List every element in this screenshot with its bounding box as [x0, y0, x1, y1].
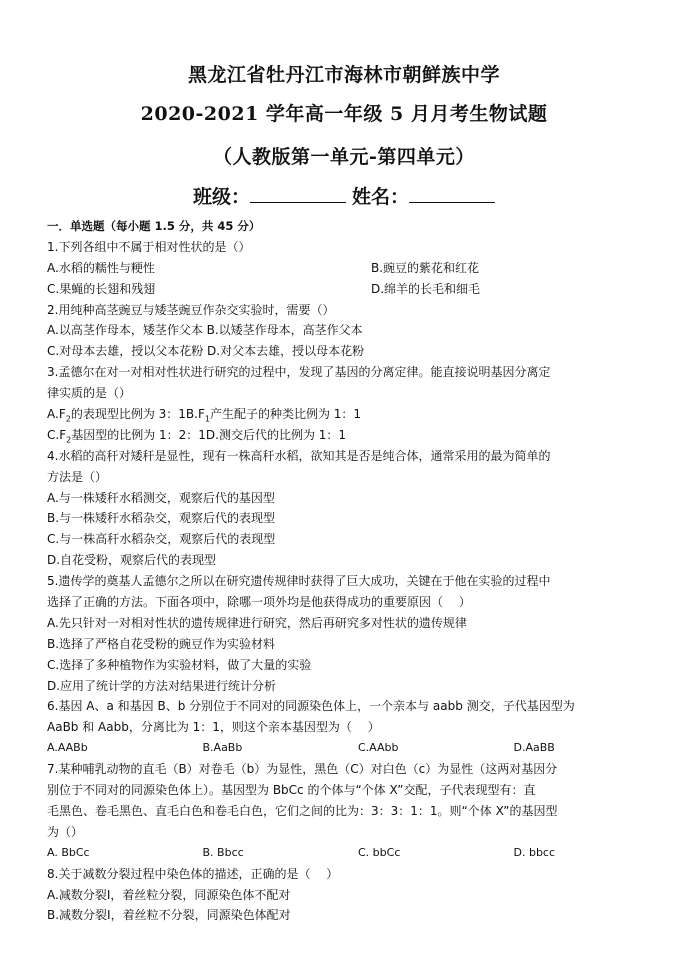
option-d: D.应用了统计学的方法对结果进行统计分析: [47, 678, 277, 693]
name-label: 姓名：: [352, 186, 410, 208]
option-d: D.绵羊的长毛和细毛: [371, 281, 481, 296]
option-row: [47, 279, 669, 300]
question-stem-cont: 律实质的是（）: [47, 386, 132, 401]
option-c: C.与一株高秆水稻杂交，观察后代的表现型: [47, 532, 276, 547]
question-stem: 7.某种哺乳动物的直毛（B）对卷毛（b）为显性，黑色（C）对白色（c）为显性（这两对基因分: [47, 762, 558, 777]
option-b: B. Bbcc: [202, 845, 244, 859]
question-stem-cont: AaBb 和 Aabb，分离比为 1：1，则这个亲本基因型为（ ）: [47, 720, 380, 735]
option-c: C.AAbb: [358, 741, 399, 755]
option-b: B.豌豆的紫花和红花: [371, 260, 480, 275]
option-text: C.F: [47, 427, 67, 442]
subscript: 2: [66, 435, 72, 445]
question-stem: 3.孟德尔在对一对相对性状进行研究的过程中，发现了基因的分离定律。能直接说明基因分离定: [47, 365, 551, 380]
option-row: [47, 404, 669, 425]
question-stem-cont: 为（）: [47, 824, 84, 839]
question-stem-cont: 别位于不同对的同源染色体上）。基因型为 BbCc 的个体与“个体 X”交配，子代表现型有：直: [47, 783, 536, 798]
question-stem: 2.用纯种高茎豌豆与矮茎豌豆作杂交实验时，需要（）: [47, 302, 335, 317]
name-blank[interactable]: [409, 184, 495, 203]
option-text: A.F: [47, 407, 66, 422]
question-stem: 8.关于减数分裂过程中染色体的描述，正确的是（ ）: [47, 866, 339, 881]
option-c: C.果蝇的长翅和残翅: [47, 281, 156, 296]
option-row: A.以高茎作母本，矮茎作父本 B.以矮茎作母本，高茎作父本: [47, 323, 363, 338]
option-c: C.选择了多种植物作为实验材料，做了大量的实验: [47, 657, 312, 672]
question-stem-cont: 方法是（）: [47, 469, 108, 484]
option-text: 产生配子的种类比例为 1：1: [209, 407, 362, 422]
option-a: A.水稻的糯性与粳性: [47, 260, 155, 275]
class-blank[interactable]: [250, 184, 346, 203]
option-b: B.减数分裂Ⅰ，着丝粒不分裂，同源染色体配对: [47, 908, 291, 923]
class-name-line: [0, 182, 688, 209]
exam-scope: （人教版第一单元-第四单元）: [213, 146, 475, 168]
question-stem: 4.水稻的高秆对矮秆是显性，现有一株高秆水稻，欲知其是否是纯合体，通常采用的最为简单的: [47, 448, 551, 463]
option-row: [47, 843, 669, 864]
question-stem: 1.下列各组中不属于相对性状的是（）: [47, 239, 251, 254]
subscript: 2: [65, 414, 71, 424]
option-a: A.减数分裂Ⅰ，着丝粒分裂，同源染色体不配对: [47, 887, 291, 902]
option-d: D. bbcc: [513, 845, 556, 859]
option-row: [47, 425, 669, 446]
option-row: [47, 738, 669, 759]
option-a: A.与一株矮秆水稻测交，观察后代的基因型: [47, 490, 275, 505]
question-stem-cont: 毛黑色、卷毛黑色、直毛白色和卷毛白色，它们之间的比为：3：3：1：1。则“个体 X”的基因型: [47, 803, 558, 818]
question-stem: 6.基因 A、a 和基因 B、b 分别位于不同对的同源染色体上，一个亲本与 aabb 测交，子代基因型为: [47, 699, 575, 714]
option-a: A.先只针对一对相对性状的遗传规律进行研究，然后再研究多对性状的遗传规律: [47, 615, 467, 630]
option-a: A. BbCc: [47, 845, 90, 859]
exam-title: 2020-2021 学年高一年级 5 月月考生物试题: [140, 103, 548, 125]
option-d: D.自花受粉，观察后代的表现型: [47, 553, 217, 568]
option-text: 的表现型比例为 3：1B.F: [70, 407, 205, 422]
section-heading: 一．单选题（每小题 1.5 分，共 45 分）: [47, 219, 261, 233]
question-stem: 5.遗传学的奠基人孟德尔之所以在研究遗传规律时获得了巨大成功，关键在于他在实验的过程中: [47, 574, 551, 589]
option-b: B.AaBb: [202, 741, 243, 755]
option-row: [47, 258, 669, 279]
option-text: 基因型的比例为 1：2：1D.测交后代的比例为 1：1: [71, 427, 347, 442]
class-label: 班级：: [192, 186, 250, 208]
question-list: [47, 216, 669, 926]
school-title: 黑龙江省牡丹江市海林市朝鲜族中学: [187, 64, 500, 86]
option-row: C.对母本去雄，授以父本花粉 D.对父本去雄，授以母本花粉: [47, 344, 365, 359]
option-b: B.选择了严格自花受粉的豌豆作为实验材料: [47, 636, 276, 651]
option-a: A.AABb: [47, 741, 88, 755]
question-stem-cont: 选择了正确的方法。下面各项中，除哪一项外均是他获得成功的重要原因（ ）: [47, 595, 471, 610]
option-d: D.AaBB: [513, 741, 555, 755]
subscript: 1: [204, 414, 210, 424]
option-b: B.与一株矮秆水稻杂交，观察后代的表现型: [47, 511, 276, 526]
option-c: C. bbCc: [358, 845, 401, 859]
